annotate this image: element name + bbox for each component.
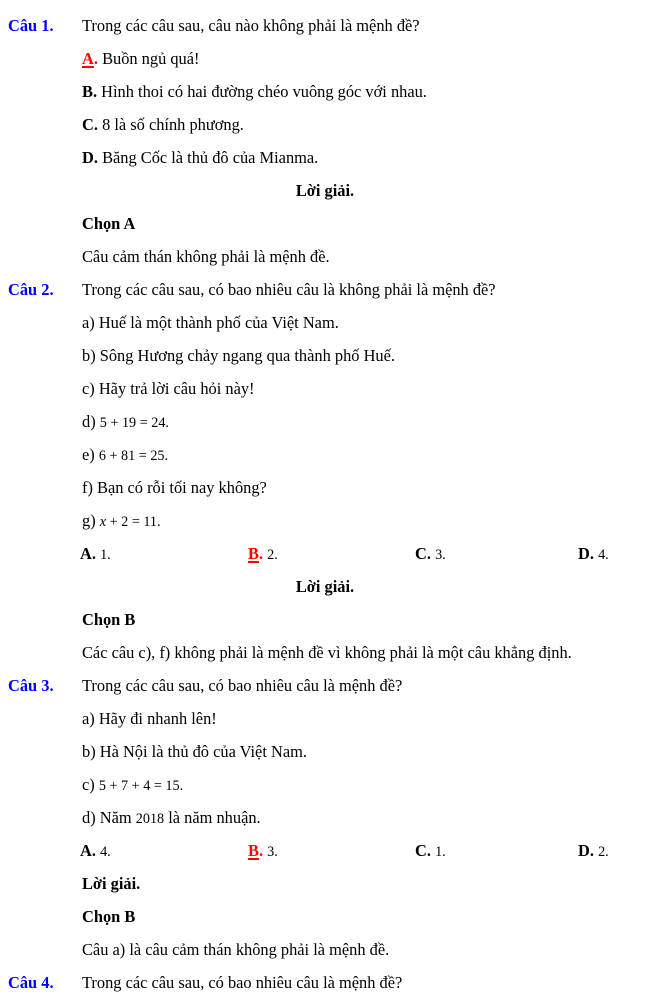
answer-marker-c [415,544,431,563]
question-label: Câu 2. [8,280,54,299]
answer-option-a[interactable] [80,834,111,869]
item-prefix: c) [82,775,95,794]
answer-options-row [0,834,650,867]
answer-marker-b [248,841,263,860]
solution-heading: Lời giải. [295,181,355,200]
answer-marker-d [578,544,594,563]
choice-marker-d [82,148,98,167]
item-prefix: d) [82,412,96,431]
question-row [0,966,650,999]
answer-option-b[interactable] [248,834,278,869]
answer-dot: . [91,544,96,563]
question-label: Câu 4. [8,973,54,992]
question-prompt: Trong các câu sau, có bao nhiêu câu là mệnh đề? [82,676,403,695]
question-item-d [0,405,650,438]
math-expression [100,514,161,530]
math-number: 2018 [135,811,165,827]
choice-letter: B [82,82,93,101]
math-expression: 6 + 81 = 25. [98,448,169,464]
answer-option-c[interactable] [415,537,446,572]
question-item-a: a) Huế là một thành phố của Việt Nam. [82,313,339,332]
answer-value: 4. [100,844,111,860]
math-expression: 5 + 19 = 24. [99,415,169,431]
choice-option-a[interactable] [0,42,650,75]
question-prompt: Trong các câu sau, có bao nhiêu câu là không phải là mệnh đề? [82,280,496,299]
question-item-e [0,438,650,471]
choice-letter: D [82,148,94,167]
answer-value: 3. [267,844,278,860]
item-prefix: g) [82,511,96,530]
question-label: Câu 3. [8,676,54,695]
question-item-d [0,801,650,834]
answer-option-c[interactable] [415,834,446,869]
choice-dot: . [93,148,98,167]
answer-value: 1. [435,844,446,860]
question-item-c: c) Hãy trả lời câu hỏi này! [82,379,255,398]
chosen-answer: Chọn A [82,214,136,233]
answer-letter: A [80,841,92,860]
answer-letter: A [80,544,92,563]
choice-option-c[interactable] [0,108,650,141]
question-row [0,273,650,306]
answer-dot: . [258,544,264,563]
answer-marker-c [415,841,431,860]
choice-text: Hình thoi có hai đường chéo vuông góc với nhau. [101,82,427,101]
item-post-text: là năm nhuận. [168,808,261,827]
choice-dot: . [93,49,98,68]
answer-dot: . [589,841,594,860]
answer-letter: D [578,841,590,860]
question-item-f: f) Bạn có rỗi tối nay không? [82,478,267,497]
answer-dot: . [426,544,431,563]
explanation-text: Câu cảm thán không phải là mệnh đề. [82,247,330,266]
explanation-text: Các câu c), f) không phải là mệnh đề vì không phải là một câu khẳng định. [82,643,572,662]
choice-text: 8 là số chính phương. [102,115,244,134]
answer-option-b[interactable] [248,537,278,572]
answer-value: 3. [435,547,446,563]
math-variable: x [99,514,107,530]
question-item-c [0,768,650,801]
answer-dot: . [589,544,594,563]
choice-marker-b [82,82,97,101]
math-expression: 5 + 7 + 4 = 15. [98,778,184,794]
answer-letter: C [415,544,427,563]
answer-marker-b [248,544,263,563]
question-item-b: b) Hà Nội là thủ đô của Việt Nam. [82,742,307,761]
choice-text: Buồn ngủ quá! [102,49,200,68]
answer-letter: B [248,544,259,563]
answer-dot: . [258,841,264,860]
question-row [0,669,650,702]
solution-heading: Lời giải. [82,874,141,893]
answer-value: 1. [100,547,111,563]
answer-option-d[interactable] [578,537,609,572]
answer-option-d[interactable] [578,834,609,869]
answer-value: 2. [267,547,278,563]
explanation-text: Câu a) là câu cảm thán không phải là mệnh đề. [82,940,390,959]
answer-letter: D [578,544,590,563]
answer-value: 4. [598,547,609,563]
answer-value: 2. [598,844,609,860]
question-label: Câu 1. [8,16,54,35]
item-prefix: d) [82,808,96,827]
item-pre-text: Năm [99,808,132,827]
question-item-b: b) Sông Hương chảy ngang qua thành phố Huế. [82,346,395,365]
question-item-a: a) Hãy đi nhanh lên! [82,709,217,728]
choice-dot: . [92,82,98,101]
choice-marker-a [82,49,98,68]
answer-dot: . [91,841,96,860]
answer-options-row [0,537,650,570]
choice-letter: A [82,49,94,68]
question-item-g [0,504,650,537]
answer-option-a[interactable] [80,537,111,572]
math-rest: + 2 = 11. [106,514,161,530]
item-prefix: e) [82,445,95,464]
choice-letter: C [82,115,94,134]
choice-option-d[interactable] [0,141,650,174]
answer-marker-a [80,544,96,563]
answer-letter: C [415,841,427,860]
chosen-answer: Chọn B [82,907,136,926]
answer-letter: B [248,841,259,860]
chosen-answer: Chọn B [82,610,136,629]
choice-option-b[interactable] [0,75,650,108]
choice-marker-c [82,115,98,134]
answer-marker-a [80,841,96,860]
solution-heading: Lời giải. [295,577,355,596]
question-row [0,9,650,42]
answer-marker-d [578,841,594,860]
question-prompt: Trong các câu sau, có bao nhiêu câu là mệnh đề? [82,973,403,992]
answer-dot: . [426,841,431,860]
choice-text: Băng Cốc là thủ đô của Mianma. [102,148,319,167]
choice-dot: . [93,115,98,134]
question-prompt: Trong các câu sau, câu nào không phải là mệnh đề? [82,16,420,35]
